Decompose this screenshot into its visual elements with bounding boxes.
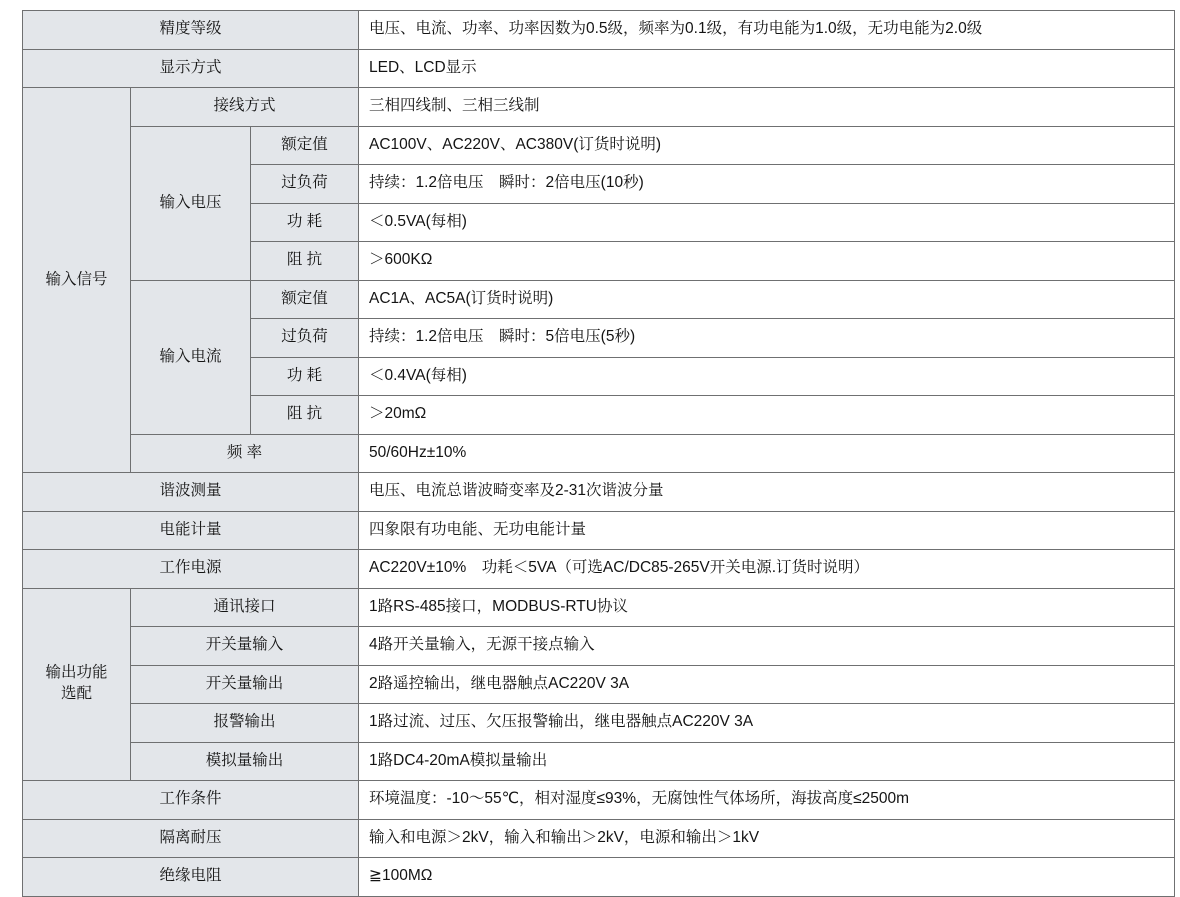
table-row <box>23 781 1175 820</box>
row-value-harmonic: 电压、电流总谐波畸变率及2-31次谐波分量 <box>359 473 1175 512</box>
row-value-alarm: 1路过流、过压、欠压报警输出，继电器触点AC220V 3A <box>359 704 1175 743</box>
table-row <box>23 126 1175 165</box>
row-label-voltage-overload: 过负荷 <box>251 165 359 204</box>
table-row <box>23 473 1175 512</box>
row-value-work-power: AC220V±10% 功耗＜5VA（可选AC/DC85-265V开关电源.订货时说明） <box>359 550 1175 589</box>
row-value-comm: 1路RS-485接口，MODBUS-RTU协议 <box>359 588 1175 627</box>
row-label-isolation: 隔离耐压 <box>23 819 359 858</box>
row-value-voltage-overload: 持续：1.2倍电压 瞬时：2倍电压(10秒) <box>359 165 1175 204</box>
row-value-voltage-rated: AC100V、AC220V、AC380V(订货时说明) <box>359 126 1175 165</box>
row-label-current-impedance: 阻 抗 <box>251 396 359 435</box>
row-label-current-power: 功 耗 <box>251 357 359 396</box>
row-label-output-function <box>23 588 131 781</box>
row-label-input-voltage: 输入电压 <box>131 126 251 280</box>
table-row <box>23 588 1175 627</box>
row-value-current-overload: 持续：1.2倍电压 瞬时：5倍电压(5秒) <box>359 319 1175 358</box>
row-value-resistance: ≧100MΩ <box>359 858 1175 897</box>
row-label-display: 显示方式 <box>23 49 359 88</box>
row-label-do: 开关量输出 <box>131 665 359 704</box>
row-label-energy: 电能计量 <box>23 511 359 550</box>
row-value-current-power: ＜0.4VA(每相) <box>359 357 1175 396</box>
table-row <box>23 49 1175 88</box>
row-value-current-impedance: ＞20mΩ <box>359 396 1175 435</box>
table-row <box>23 550 1175 589</box>
row-label-accuracy: 精度等级 <box>23 11 359 50</box>
row-label-work-condition: 工作条件 <box>23 781 359 820</box>
row-label-voltage-impedance: 阻 抗 <box>251 242 359 281</box>
table-row <box>23 511 1175 550</box>
row-value-ao: 1路DC4-20mA模拟量输出 <box>359 742 1175 781</box>
row-label-harmonic: 谐波测量 <box>23 473 359 512</box>
output-function-line2: 选配 <box>60 685 92 703</box>
table-row <box>23 88 1175 127</box>
table-row <box>23 819 1175 858</box>
row-label-comm: 通讯接口 <box>131 588 359 627</box>
row-label-resistance: 绝缘电阻 <box>23 858 359 897</box>
row-label-current-overload: 过负荷 <box>251 319 359 358</box>
row-value-work-condition: 环境温度：-10～55℃，相对湿度≤93%，无腐蚀性气体场所，海拔高度≤2500m <box>359 781 1175 820</box>
row-label-work-power: 工作电源 <box>23 550 359 589</box>
row-label-ao: 模拟量输出 <box>131 742 359 781</box>
row-value-do: 2路遥控输出，继电器触点AC220V 3A <box>359 665 1175 704</box>
row-value-accuracy: 电压、电流、功率、功率因数为0.5级，频率为0.1级，有功电能为1.0级，无功电能为2.0级 <box>359 11 1175 50</box>
table-row <box>23 665 1175 704</box>
row-value-display: LED、LCD显示 <box>359 49 1175 88</box>
table-row <box>23 627 1175 666</box>
specification-table <box>22 10 1175 897</box>
row-label-alarm: 报警输出 <box>131 704 359 743</box>
table-row <box>23 742 1175 781</box>
row-label-input-signal: 输入信号 <box>23 88 131 473</box>
row-value-voltage-power: ＜0.5VA(每相) <box>359 203 1175 242</box>
table-row <box>23 280 1175 319</box>
table-row <box>23 858 1175 897</box>
row-label-wiring: 接线方式 <box>131 88 359 127</box>
row-label-di: 开关量输入 <box>131 627 359 666</box>
table-row <box>23 704 1175 743</box>
row-label-voltage-power: 功 耗 <box>251 203 359 242</box>
row-value-energy: 四象限有功电能、无功电能计量 <box>359 511 1175 550</box>
row-label-input-current: 输入电流 <box>131 280 251 434</box>
row-label-voltage-rated: 额定值 <box>251 126 359 165</box>
row-value-frequency: 50/60Hz±10% <box>359 434 1175 473</box>
row-label-frequency: 频 率 <box>131 434 359 473</box>
row-value-voltage-impedance: ＞600KΩ <box>359 242 1175 281</box>
row-value-wiring: 三相四线制、三相三线制 <box>359 88 1175 127</box>
row-label-current-rated: 额定值 <box>251 280 359 319</box>
table-row <box>23 434 1175 473</box>
row-value-current-rated: AC1A、AC5A(订货时说明) <box>359 280 1175 319</box>
row-value-di: 4路开关量输入，无源干接点输入 <box>359 627 1175 666</box>
output-function-line1: 输出功能 <box>45 664 108 682</box>
row-value-isolation: 输入和电源＞2kV，输入和输出＞2kV，电源和输出＞1kV <box>359 819 1175 858</box>
table-row <box>23 11 1175 50</box>
